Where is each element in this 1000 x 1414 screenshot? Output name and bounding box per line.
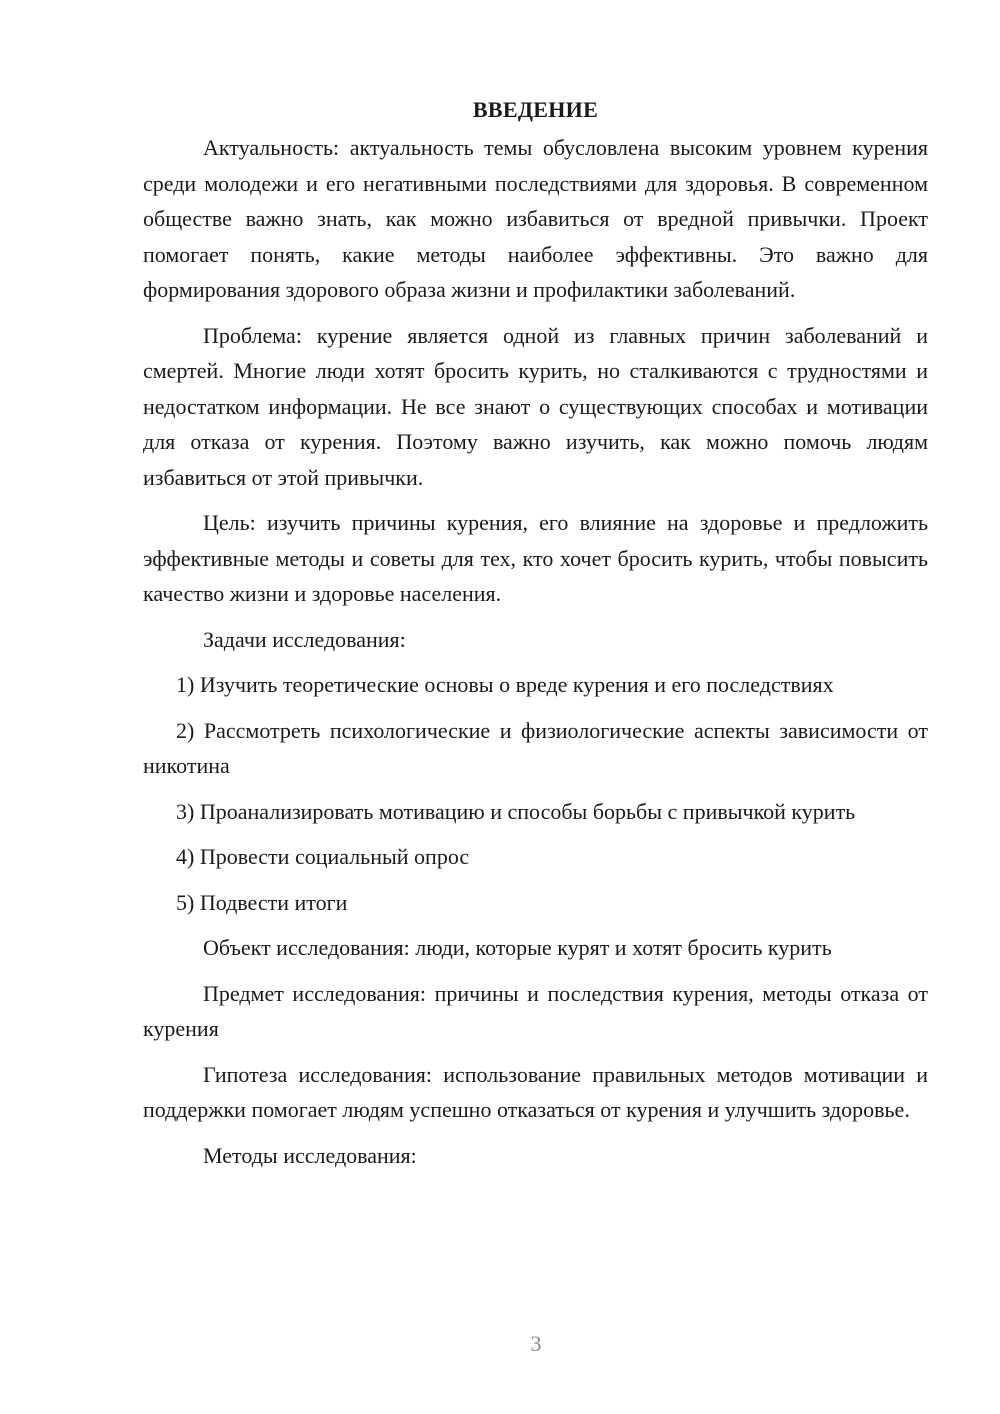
task-item-5: 5) Подвести итоги	[176, 889, 348, 915]
task-item-1: 1) Изучить теоретические основы о вреде курения и его последствиях	[176, 672, 834, 697]
problem-paragraph: Проблема: курение является одной из главных причин заболеваний и смертей. Многие люди хотят бросить курить, но сталкиваются с трудностями и недостатком информации. Не все знают о существующих способах и мотивации для отказа от курения. Поэтому важно изучить, как можно помочь людям избавиться от этой привычки.	[143, 322, 928, 490]
page-title: ВВЕДЕНИЕ	[472, 97, 599, 122]
task-item-2: 2) Рассмотреть психологические и физиологические аспекты зависимости от никотина	[143, 717, 928, 778]
subject-paragraph: Предмет исследования: причины и последствия курения, методы отказа от курения	[143, 980, 928, 1041]
object-paragraph: Объект исследования: люди, которые курят и хотят бросить курить	[203, 935, 832, 960]
hypothesis-paragraph: Гипотеза исследования: использование правильных методов мотивации и поддержки помогает людям успешно отказаться от курения и улучшить здоровье.	[143, 1061, 928, 1122]
page-content	[143, 92, 928, 1183]
page-number: 3	[530, 1331, 542, 1356]
goal-paragraph: Цель: изучить причины курения, его влияние на здоровье и предложить эффективные методы и советы для тех, кто хочет бросить курить, чтобы повысить качество жизни и здоровье населения.	[143, 510, 928, 606]
tasks-heading: Задачи исследования:	[203, 626, 406, 652]
task-item-4: 4) Провести социальный опрос	[176, 844, 470, 869]
relevance-paragraph: Актуальность: актуальность темы обусловлена высоким уровнем курения среди молодежи и его негативными последствиями для здоровья. В современном обществе важно знать, как можно избавиться от вредной привычки. Проект помогает понять, какие методы наиболее эффективны. Это важно для формирования здорового образа жизни и профилактики заболеваний.	[143, 135, 928, 302]
task-item-3: 3) Проанализировать мотивацию и способы борьбы с привычкой курить	[176, 798, 856, 824]
methods-heading: Методы исследования:	[203, 1142, 417, 1168]
